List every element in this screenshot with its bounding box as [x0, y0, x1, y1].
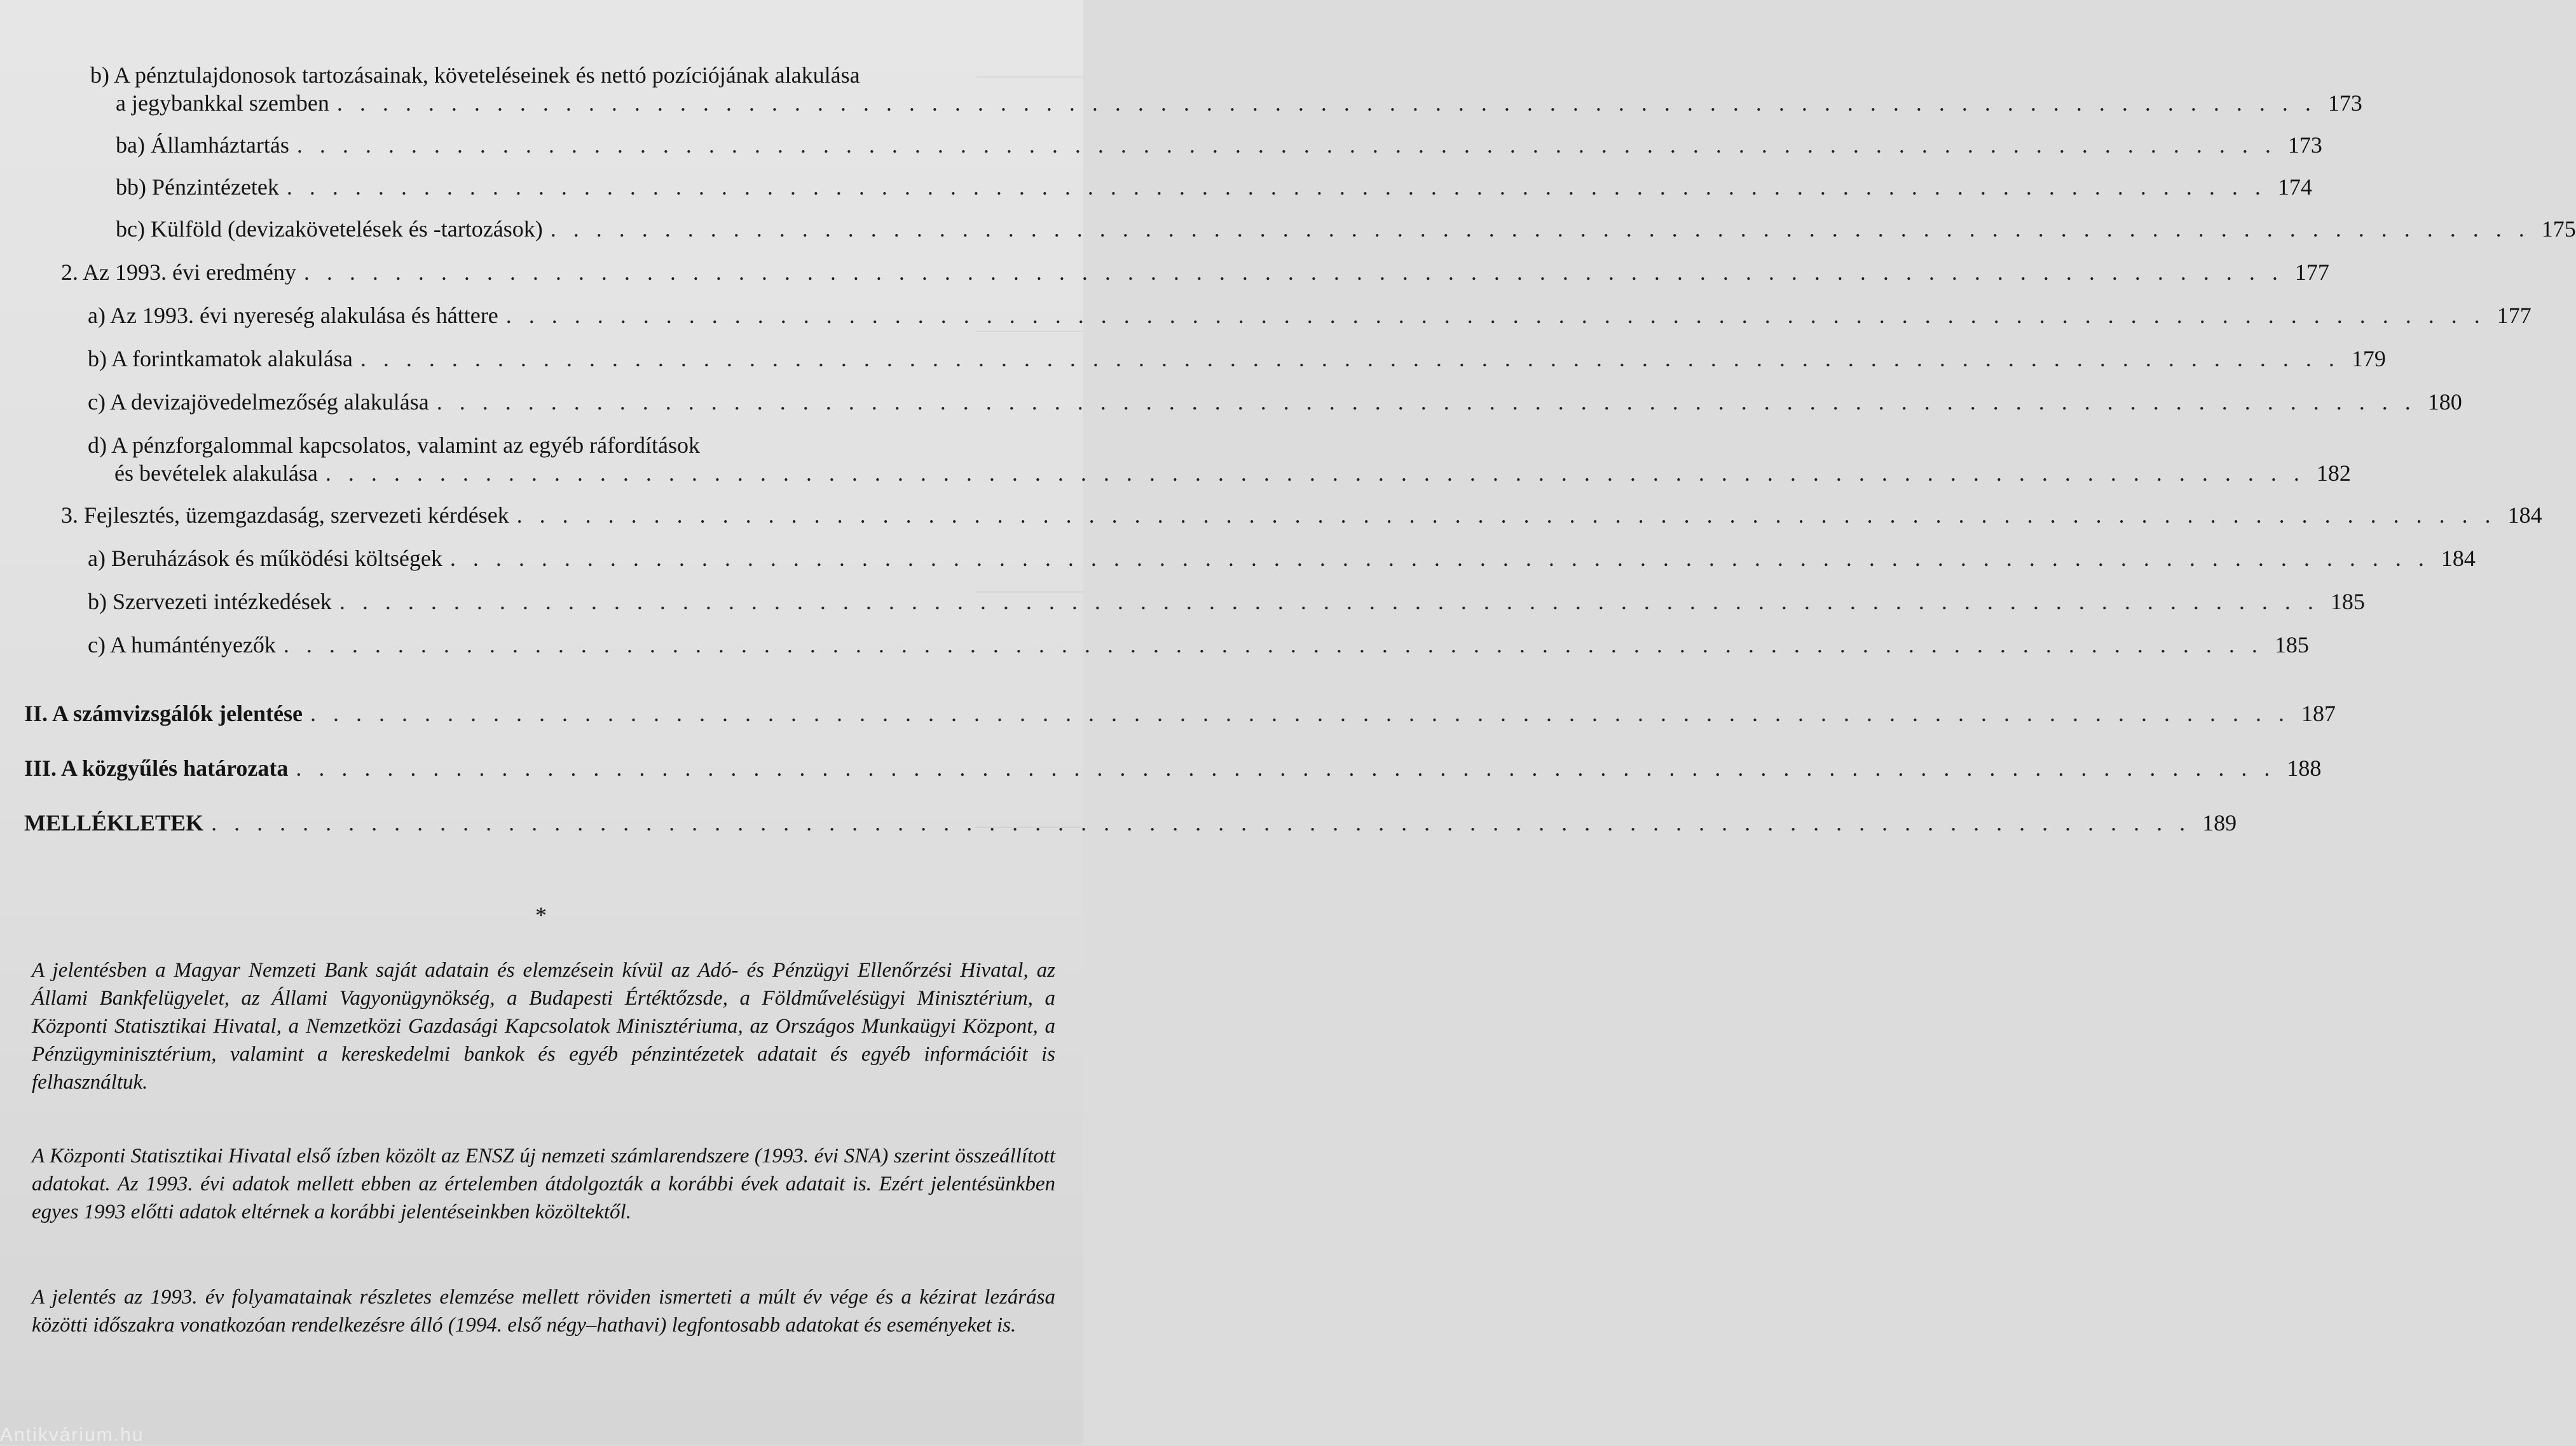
toc-entry[interactable] [24, 809, 2237, 837]
dot-leader: . . . . . . . . . . . . . . . . . . . . . . . . . . . . . . . . . . . . . . . . . . . . . . . . . . . . . . . . . . . . . . . . . . . . . . . . . . . . . . . . . . . . . . . [505, 303, 2486, 328]
toc-entry-title: b) A forintkamatok alakulása [88, 346, 353, 371]
toc-entry[interactable] [116, 215, 2576, 243]
toc-entry[interactable] [114, 459, 2351, 487]
toc-entry-title: bb) Pénzintézetek [116, 174, 279, 200]
show-through-line [975, 76, 1083, 78]
dot-leader: . . . . . . . . . . . . . . . . . . . . . . . . . . . . . . . . . . . . . . . . . . . . . . . . . . . . . . . . . . . . . . . . . . . . . . . . . . . . . . . . . . . . . . . [339, 589, 2319, 614]
page-number: 173 [2327, 90, 2362, 116]
page-number: 173 [2287, 132, 2322, 158]
toc-entry[interactable] [88, 631, 2309, 659]
note-paragraph: A jelentésben a Magyar Nemzeti Bank saját adatain és elemzésein kívül az Adó- és Pénzügyi Ellenőrzési Hivatal, az Állami Bankfelügyelet, az Állami Vagyonügynökség, a Budapesti Értéktőzsde, a Földművelésügyi Minisztérium, a Központi Statisztikai Hivatal, a Nemzetközi Gazdasági Kapcsolatok Minisztériuma, az Országos Munkaügyi Központ, a Pénzügyminisztérium, valamint a kereskedelmi bankok és egyéb pénzintézetek adatait és egyéb információit is felhasználtuk. [32, 959, 1055, 1094]
page-number: 177 [2294, 259, 2329, 285]
dot-leader: . . . . . . . . . . . . . . . . . . . . . . . . . . . . . . . . . . . . . . . . . . . . . . . . . . . . . . . . . . . . . . . . . . . . . . . . . . . . . . . . . . . . . . . [449, 546, 2430, 571]
toc-entry-line: b) A pénztulajdonosok tartozásainak, követeléseinek és nettó pozíciójának alakulása [90, 62, 860, 88]
dot-leader: . . . . . . . . . . . . . . . . . . . . . . . . . . . . . . . . . . . . . . . . . . . . . . . . . . . . . . . . . . . . . . . . . . . . . . . . . . . . . . . . . . . . . . . [211, 810, 2191, 836]
toc-entry[interactable] [116, 173, 2312, 201]
toc-entry[interactable] [116, 131, 2322, 159]
toc-entry[interactable] [61, 501, 2542, 529]
toc-entry[interactable] [88, 544, 2476, 572]
page-number: 174 [2277, 174, 2312, 200]
toc-entry-title: ba) Államháztartás [116, 132, 289, 158]
dot-leader: . . . . . . . . . . . . . . . . . . . . . . . . . . . . . . . . . . . . . . . . . . . . . . . . . . . . . . . . . . . . . . . . . . . . . . . . . . . . . . . . . . . . . . . [303, 259, 2284, 285]
dot-leader: . . . . . . . . . . . . . . . . . . . . . . . . . . . . . . . . . . . . . . . . . . . . . . . . . . . . . . . . . . . . . . . . . . . . . . . . . . . . . . . . . . . . . . . [550, 216, 2530, 242]
toc-entry-title: MELLÉKLETEK [24, 810, 204, 836]
dot-leader: . . . . . . . . . . . . . . . . . . . . . . . . . . . . . . . . . . . . . . . . . . . . . . . . . . . . . . . . . . . . . . . . . . . . . . . . . . . . . . . . . . . . . . . [283, 632, 2263, 658]
note-paragraph: A jelentés az 1993. év folyamatainak részletes elemzése mellett röviden ismerteti a múlt év vége és a kézirat lezárása közötti időszakra vonatkozóan rendelkezésre álló (1994. első négy–hathavi) legfontosabb adatokat és eseményeket is. [32, 1286, 1055, 1337]
dot-leader: . . . . . . . . . . . . . . . . . . . . . . . . . . . . . . . . . . . . . . . . . . . . . . . . . . . . . . . . . . . . . . . . . . . . . . . . . . . . . . . . . . . . . . . [360, 346, 2340, 371]
page-number: 189 [2202, 810, 2237, 836]
dot-leader: . . . . . . . . . . . . . . . . . . . . . . . . . . . . . . . . . . . . . . . . . . . . . . . . . . . . . . . . . . . . . . . . . . . . . . . . . . . . . . . . . . . . . . . [296, 132, 2277, 158]
toc-entry-title: 2. Az 1993. évi eredmény [61, 259, 296, 285]
toc-entry-title: és bevételek alakulása [114, 460, 318, 486]
toc-entry-title: II. A számvizsgálók jelentése [24, 701, 303, 726]
toc-entry-title: a jegybankkal szemben [116, 90, 329, 116]
toc-entry[interactable] [24, 699, 2336, 727]
page-number: 187 [2301, 701, 2336, 726]
page-number: 184 [2507, 502, 2542, 528]
toc-entry[interactable] [88, 345, 2386, 373]
dot-leader: . . . . . . . . . . . . . . . . . . . . . . . . . . . . . . . . . . . . . . . . . . . . . . . . . . . . . . . . . . . . . . . . . . . . . . . . . . . . . . . . . . . . . . . [296, 755, 2276, 781]
dot-leader: . . . . . . . . . . . . . . . . . . . . . . . . . . . . . . . . . . . . . . . . . . . . . . . . . . . . . . . . . . . . . . . . . . . . . . . . . . . . . . . . . . . . . . . [436, 389, 2416, 415]
dot-leader: . . . . . . . . . . . . . . . . . . . . . . . . . . . . . . . . . . . . . . . . . . . . . . . . . . . . . . . . . . . . . . . . . . . . . . . . . . . . . . . . . . . . . . . [286, 174, 2266, 200]
toc-entry[interactable] [116, 89, 2362, 117]
page-number: 175 [2541, 216, 2576, 242]
toc-entry[interactable] [88, 301, 2531, 329]
dot-leader: . . . . . . . . . . . . . . . . . . . . . . . . . . . . . . . . . . . . . . . . . . . . . . . . . . . . . . . . . . . . . . . . . . . . . . . . . . . . . . . . . . . . . . . [516, 502, 2497, 528]
toc-entry[interactable] [88, 588, 2365, 616]
page-number: 180 [2427, 389, 2462, 415]
page-number: 185 [2274, 632, 2309, 658]
toc-entry-line: d) A pénzforgalommal kapcsolatos, valamint az egyéb ráfordítások [88, 432, 701, 458]
dot-leader: . . . . . . . . . . . . . . . . . . . . . . . . . . . . . . . . . . . . . . . . . . . . . . . . . . . . . . . . . . . . . . . . . . . . . . . . . . . . . . . . . . . . . . . [336, 90, 2317, 116]
page-number: 184 [2441, 546, 2476, 571]
toc-entry-title: bc) Külföld (devizakövetelések és -tartozások) [116, 216, 543, 242]
toc-entry-title: c) A humántényezők [88, 632, 276, 658]
toc-entry[interactable] [61, 258, 2329, 286]
toc-entry-title: c) A devizajövedelmezőség alakulása [88, 389, 429, 415]
watermark: Antikvárium.hu [0, 1424, 144, 1445]
toc-entry-title: 3. Fejlesztés, üzemgazdaság, szervezeti kérdések [61, 502, 509, 528]
toc-entry[interactable] [88, 388, 2462, 416]
toc-entry-title: a) Az 1993. évi nyereség alakulása és háttere [88, 303, 498, 328]
toc-entry-title: b) Szervezeti intézkedések [88, 589, 332, 614]
note-paragraph: A Központi Statisztikai Hivatal első ízben közölt az ENSZ új nemzeti számlarendszere (1993. évi SNA) szerint összeállított adatokat. Az 1993. évi adatok mellett ebben az értelemben átdolgozták a korábbi évek adatait is. Ezért jelentésünkben egyes 1993 előtti adatok eltérnek a korábbi jelentéseinkben közöltektől. [32, 1145, 1055, 1223]
page-number: 177 [2497, 303, 2531, 328]
toc-entry-title: a) Beruházások és működési költségek [88, 546, 442, 571]
toc-entry-title: III. A közgyűlés határozata [24, 755, 289, 781]
toc-entry[interactable] [24, 754, 2322, 782]
section-separator: * [535, 902, 547, 928]
page-number: 182 [2316, 460, 2351, 486]
page-number: 188 [2287, 755, 2322, 781]
dot-leader: . . . . . . . . . . . . . . . . . . . . . . . . . . . . . . . . . . . . . . . . . . . . . . . . . . . . . . . . . . . . . . . . . . . . . . . . . . . . . . . . . . . . . . . [325, 460, 2305, 486]
show-through-line [975, 331, 1083, 332]
page-number: 185 [2330, 589, 2365, 614]
page-number: 179 [2351, 346, 2386, 371]
dot-leader: . . . . . . . . . . . . . . . . . . . . . . . . . . . . . . . . . . . . . . . . . . . . . . . . . . . . . . . . . . . . . . . . . . . . . . . . . . . . . . . . . . . . . . . [310, 701, 2290, 726]
